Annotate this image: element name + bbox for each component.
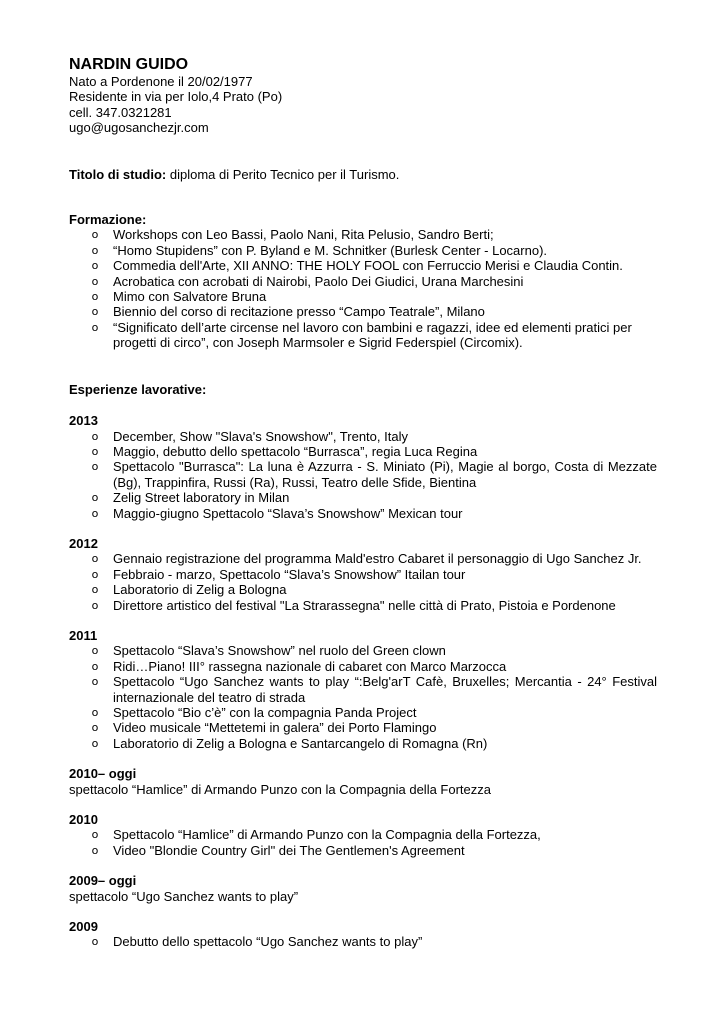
list-item: o Commedia dell'Arte, XII ANNO: THE HOLY FOOL con Ferruccio Merisi e Claudia Contin. (69, 258, 657, 273)
bullet-icon: o (91, 259, 99, 273)
list-item: o Spettacolo “Bio c’è” con la compagnia Panda Project (69, 705, 657, 720)
list-item: o Ridi…Piano! III° rassegna nazionale di cabaret con Marco Marzocca (69, 659, 657, 674)
experience-list-2009 (69, 934, 657, 949)
list-item: o Spettacolo “Hamlice” di Armando Punzo con la Compagnia della Fortezza, (69, 827, 657, 842)
list-item: o “Significato dell’arte circense nel lavoro con bambini e ragazzi, idee ed elementi pratici per progetti di circo”, con Joseph Marmsoler e Sigrid Federspiel (Circomix). (69, 320, 657, 351)
list-item: o Maggio, debutto dello spettacolo “Burrasca”, regia Luca Regina (69, 444, 657, 459)
bullet-icon: o (91, 721, 99, 735)
year-heading-2012: 2012 (69, 535, 98, 551)
email: ugo@ugosanchezjr.com (69, 120, 209, 136)
list-item: o Spettacolo "Burrasca": La luna è Azzurra - S. Miniato (Pi), Magie al borgo, Costa di Mezzate (Bg), Trappinfira, Russi (Ra), Russi, Teatro delle Sfide, Bientina (69, 459, 657, 490)
list-item: o December, Show "Slava's Snowshow", Trento, Italy (69, 429, 657, 444)
year-heading-2013: 2013 (69, 413, 98, 429)
year-heading-2010: 2010 (69, 812, 98, 828)
experience-list-2011 (69, 643, 657, 751)
list-item: o Spettacolo “Ugo Sanchez wants to play “:Belg'arT Cafè, Bruxelles; Mercantia - 24° Festival internazionale del teatro di strada (69, 674, 657, 705)
list-item: o Laboratorio di Zelig a Bologna (69, 582, 657, 597)
bullet-icon: o (91, 843, 99, 857)
bullet-icon: o (91, 935, 99, 949)
bullet-icon: o (91, 506, 99, 520)
list-item: o Direttore artistico del festival "La Strarassegna" nelle città di Prato, Pistoia e Pordenone (69, 598, 657, 613)
person-name: NARDIN GUIDO (69, 56, 189, 73)
bullet-icon: o (91, 659, 99, 673)
bullet-icon: o (91, 228, 99, 242)
cv-document (69, 56, 657, 950)
bullet-icon: o (91, 274, 99, 288)
list-item: o Laboratorio di Zelig a Bologna e Santarcangelo di Romagna (Rn) (69, 736, 657, 751)
bullet-icon: o (91, 552, 99, 566)
year-heading-2009: 2009 (69, 919, 98, 935)
training-heading: Formazione: (69, 212, 147, 228)
list-item: o Mimo con Salvatore Bruna (69, 289, 657, 304)
bullet-icon: o (91, 243, 99, 257)
list-item: o Video musicale “Mettetemi in galera” dei Porto Flamingo (69, 720, 657, 735)
list-item: o “Homo Stupidens” con P. Byland e M. Schnitker (Burlesk Center - Locarno). (69, 243, 657, 258)
education-value: diploma di Perito Tecnico per il Turismo. (166, 166, 400, 182)
bullet-icon: o (91, 828, 99, 842)
bullet-icon: o (91, 706, 99, 719)
list-item: o Gennaio registrazione del programma Mald'estro Cabaret il personaggio di Ugo Sanchez Jr. (69, 551, 657, 566)
bullet-icon: o (91, 429, 99, 443)
experience-list-2012 (69, 551, 657, 613)
ongoing-show-2010: spettacolo “Hamlice” di Armando Punzo con la Compagnia della Fortezza (69, 781, 491, 797)
year-heading-2011: 2011 (69, 627, 98, 643)
bullet-icon: o (91, 644, 99, 658)
list-item: o Febbraio - marzo, Spettacolo “Slava’s Snowshow” Itailan tour (69, 567, 657, 582)
ongoing-show-2009: spettacolo “Ugo Sanchez wants to play” (69, 888, 299, 904)
list-item: o Spettacolo “Slava’s Snowshow” nel ruolo del Green clown (69, 643, 657, 658)
bullet-icon: o (91, 320, 99, 334)
bullet-icon: o (91, 305, 99, 319)
address: Residente in via per Iolo,4 Prato (Po) (69, 89, 283, 105)
experience-heading: Esperienze lavorative: (69, 381, 207, 397)
list-item: o Zelig Street laboratory in Milan (69, 490, 657, 505)
education-title (69, 167, 657, 182)
list-item: o Debutto dello spettacolo “Ugo Sanchez wants to play” (69, 934, 657, 949)
bullet-icon: o (91, 598, 99, 612)
training-list (69, 227, 657, 350)
list-item: o Workshops con Leo Bassi, Paolo Nani, Rita Pelusio, Sandro Berti; (69, 227, 657, 242)
bullet-icon: o (91, 583, 99, 597)
year-heading-2010-oggi: 2010– oggi (69, 766, 137, 782)
bullet-icon: o (91, 460, 99, 474)
list-item: o Video "Blondie Country Girl" dei The Gentlemen's Agreement (69, 843, 657, 858)
bullet-icon: o (91, 444, 99, 458)
list-item: o Acrobatica con acrobati di Nairobi, Paolo Dei Giudici, Urana Marchesini (69, 274, 657, 289)
bullet-icon: o (91, 290, 99, 304)
experience-list-2013 (69, 429, 657, 521)
experience-list-2010 (69, 827, 657, 858)
list-item: o Maggio-giugno Spettacolo “Slava’s Snowshow” Mexican tour (69, 506, 657, 521)
bullet-icon: o (91, 567, 99, 581)
bullet-icon: o (91, 675, 99, 689)
bullet-icon: o (91, 736, 99, 750)
bullet-icon: o (91, 491, 99, 505)
phone: cell. 347.0321281 (69, 104, 172, 120)
list-item: o Biennio del corso di recitazione presso “Campo Teatrale”, Milano (69, 304, 657, 319)
birth-info: Nato a Pordenone il 20/02/1977 (69, 74, 253, 89)
education-label: Titolo di studio: (69, 166, 167, 182)
year-heading-2009-oggi: 2009– oggi (69, 873, 137, 889)
